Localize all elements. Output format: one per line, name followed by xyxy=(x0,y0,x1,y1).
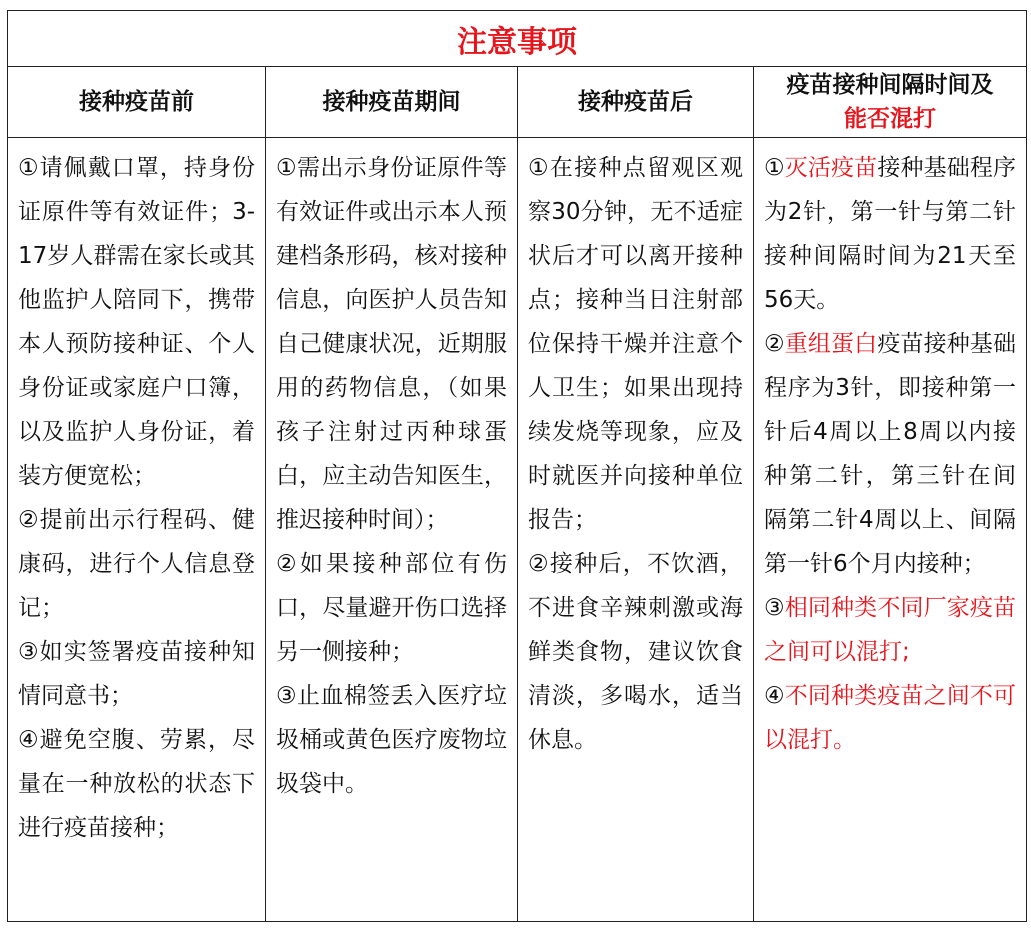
header-text: 接种疫苗期间 xyxy=(322,89,461,115)
item-text: ③如实签署疫苗接种知情同意书； xyxy=(18,639,255,709)
highlight-text: 灭活疫苗 xyxy=(784,155,878,181)
table-title: 注意事项 xyxy=(8,11,1027,67)
notice-item xyxy=(276,146,507,542)
item-text: ② xyxy=(764,331,785,357)
item-text: ③ xyxy=(764,595,785,621)
notice-item xyxy=(18,146,255,498)
header-highlight: 能否混打 xyxy=(844,106,936,132)
highlight-text: 不同种类疫苗之间不可以混打。 xyxy=(764,683,1017,753)
item-text: 疫苗接种基础程序为3针，即接种第一针后4周以上8周以内接种第二针，第三针在间隔第二针4周以上、间隔第一针6个月内接种； xyxy=(764,331,1017,577)
item-text: ④ xyxy=(764,683,785,709)
header-text: 疫苗接种间隔时间及 xyxy=(786,72,994,98)
notice-item xyxy=(764,322,1016,586)
column-cell xyxy=(8,138,266,922)
notice-item xyxy=(764,586,1016,674)
item-text: ①在接种点留观区观察30分钟，无不适症状后才可以离开接种点；接种当日注射部位保持干燥并注意个人卫生；如果出现持续发烧等现象，应及时就医并向接种单位报告； xyxy=(528,155,743,533)
column-header xyxy=(754,67,1027,138)
notice-item xyxy=(528,146,743,542)
header-text: 接种疫苗后 xyxy=(578,89,693,115)
item-text: ④避免空腹、劳累，尽量在一种放松的状态下进行疫苗接种； xyxy=(18,727,255,841)
column-cell xyxy=(518,138,754,922)
item-text: 接种基础程序为2针，第一针与第二针接种间隔时间为21天至56天。 xyxy=(764,155,1017,313)
highlight-text: 重组蛋白 xyxy=(784,331,878,357)
notice-item xyxy=(18,630,255,718)
item-text: ①需出示身份证原件等有效证件或出示本人预建档条形码，核对接种信息，向医护人员告知自己健康状况，近期服用的药物信息，（如果孩子注射过丙种球蛋白，应主动告知医生，推迟接种时间）； xyxy=(276,155,507,533)
notice-item xyxy=(528,542,743,762)
notice-item xyxy=(764,146,1016,322)
notice-item xyxy=(18,498,255,630)
notice-item xyxy=(276,542,507,674)
notice-item xyxy=(276,674,507,806)
item-text: ②如果接种部位有伤口，尽量避开伤口选择另一侧接种； xyxy=(276,551,507,665)
item-text: ③止血棉签丢入医疗垃圾桶或黄色医疗废物垃圾袋中。 xyxy=(276,683,507,797)
highlight-text: 相同种类不同厂家疫苗之间可以混打; xyxy=(764,595,1017,665)
header-text: 接种疫苗前 xyxy=(79,89,194,115)
column-cell xyxy=(266,138,518,922)
column-header xyxy=(8,67,266,138)
column-cell xyxy=(754,138,1027,922)
column-header xyxy=(266,67,518,138)
item-text: ① xyxy=(764,155,785,181)
column-header xyxy=(518,67,754,138)
item-text: ②提前出示行程码、健康码，进行个人信息登记； xyxy=(18,507,255,621)
notice-item xyxy=(18,718,255,850)
notice-table xyxy=(7,10,1027,922)
item-text: ②接种后，不饮酒，不进食辛辣刺激或海鲜类食物，建议饮食清淡，多喝水，适当休息。 xyxy=(528,551,743,753)
notice-item xyxy=(764,674,1016,762)
item-text: ①请佩戴口罩，持身份证原件等有效证件；3-17岁人群需在家长或其他监护人陪同下，携带本人预防接种证、个人身份证或家庭户口簿，以及监护人身份证，着装方便宽松； xyxy=(18,155,255,489)
